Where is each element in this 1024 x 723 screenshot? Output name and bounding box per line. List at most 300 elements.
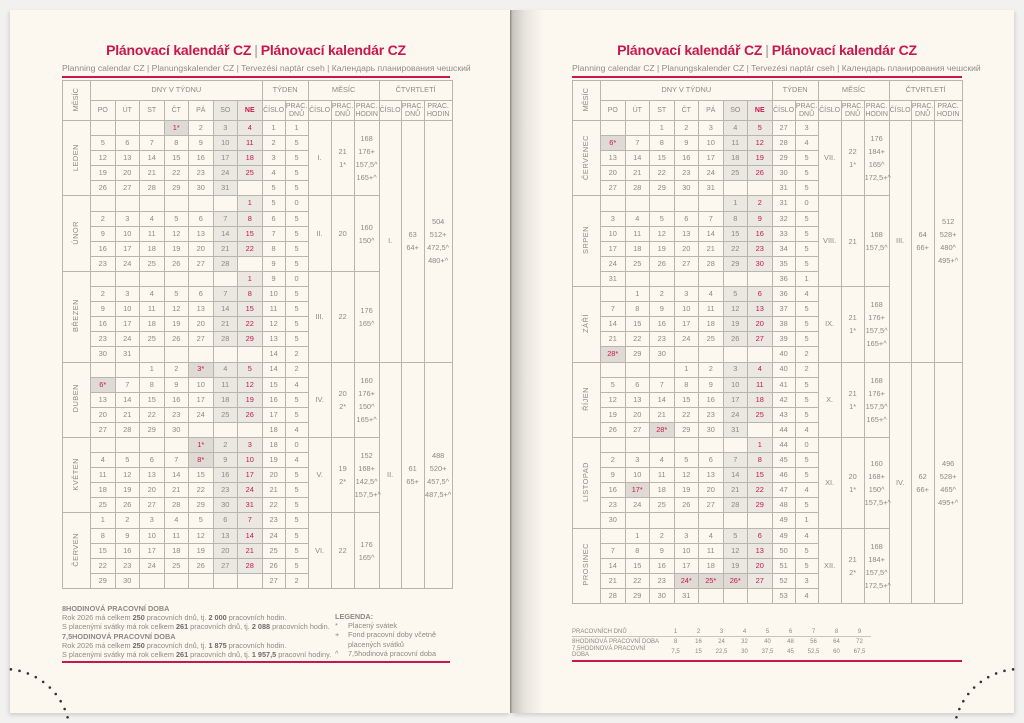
legend-text: placených svátků: [348, 639, 404, 649]
day-cell: 25: [213, 407, 238, 422]
day-cell: 16: [601, 483, 626, 498]
week-number: 40: [772, 347, 795, 362]
day-cell: 15: [674, 392, 699, 407]
day-cell: 13: [115, 151, 140, 166]
decoration-dot: [958, 708, 961, 711]
month-hours-value: 168: [870, 300, 883, 310]
day-cell: 16: [91, 241, 116, 256]
day-cell: 20: [115, 166, 140, 181]
day-cell: 8: [238, 287, 263, 302]
week-work-days: 2: [285, 573, 308, 588]
month-hours-value: 165+^: [866, 414, 887, 424]
title-cz: Plánovací kalendář CZ: [106, 42, 252, 58]
header-work-days: PRAC. DNŮ: [911, 101, 934, 121]
week-work-days: 5: [795, 181, 818, 196]
day-cell: 22: [238, 317, 263, 332]
quarter-days-value: 62: [918, 471, 927, 481]
text-segment: pracovních dnů, tj.: [188, 622, 252, 632]
decoration-dot: [27, 672, 30, 675]
day-cell: 10: [115, 226, 140, 241]
day-cell: 9: [699, 377, 724, 392]
week-number: 26: [262, 558, 285, 573]
day-cell: 10: [115, 302, 140, 317]
week-number: 27: [772, 121, 795, 136]
conversion-value: 9: [848, 627, 871, 637]
day-cell: 1: [625, 287, 650, 302]
day-cell: 10: [140, 528, 165, 543]
header-month-label: MĚSÍC: [71, 87, 81, 112]
month-number: III.: [308, 271, 331, 362]
day-cell: 29: [164, 181, 189, 196]
legend-symbol: +: [335, 630, 340, 640]
quarter-hours-value: 520+: [429, 464, 447, 474]
day-cell: 26: [238, 407, 263, 422]
conversion-value: 6: [779, 627, 802, 637]
month-name: LEDEN: [71, 143, 81, 171]
month-days-value: 21: [848, 236, 857, 246]
conversion-value: 8: [825, 627, 848, 637]
day-cell: 2: [91, 211, 116, 226]
header-number: ČÍSLO: [308, 101, 331, 121]
conversion-value: 30: [741, 649, 748, 655]
day-cell: 27: [213, 558, 238, 573]
header-work-hours: PRAC. HODIN: [934, 101, 962, 121]
header-number: ČÍSLO: [818, 101, 841, 121]
decoration-dot: [987, 676, 990, 679]
day-cell: 10: [189, 377, 214, 392]
day-cell: 23: [601, 498, 626, 513]
day-cell: 31: [723, 422, 748, 437]
day-cell: 2: [674, 121, 699, 136]
title-sk: Plánovací kalendár CZ: [771, 42, 917, 58]
day-cell: 29: [723, 256, 748, 271]
day-cell: 15: [238, 302, 263, 317]
day-cell: 27: [674, 256, 699, 271]
day-cell: 27: [91, 422, 116, 437]
day-cell: 17: [601, 241, 626, 256]
legend-text: Fond pracovní doby včetně: [348, 630, 437, 640]
day-cell: 6: [213, 513, 238, 528]
day-cell: 4: [699, 287, 724, 302]
month-hours-value: 184+: [868, 554, 885, 564]
legend-text: Placený svátek: [348, 621, 398, 631]
quarter-days-value: 64: [918, 230, 927, 240]
month-days-value: 2*: [849, 567, 857, 577]
day-cell: 16: [91, 317, 116, 332]
week-number: 5: [262, 196, 285, 211]
day-cell: 28*: [650, 422, 675, 437]
week-work-days: 5: [795, 498, 818, 513]
day-cell: 16: [189, 151, 214, 166]
day-cell: 10: [674, 543, 699, 558]
month-hours-value: 165^: [358, 318, 375, 328]
day-cell: 1: [674, 362, 699, 377]
month-hours-value: 165+^: [356, 173, 377, 183]
week-work-days: 5: [285, 166, 308, 181]
day-cell: 28: [213, 332, 238, 347]
day-cell: 16: [213, 468, 238, 483]
day-cell: 5: [748, 121, 773, 136]
week-number: 18: [262, 437, 285, 452]
header-day-so: SO: [213, 101, 238, 121]
week-number: 44: [772, 422, 795, 437]
week-number: 15: [262, 377, 285, 392]
day-cell: 22: [625, 332, 650, 347]
day-cell: 11: [91, 468, 116, 483]
day-cell: 23: [213, 483, 238, 498]
quarter-days-value: 65+: [406, 477, 419, 487]
day-cell: 13: [91, 392, 116, 407]
day-cell: 28: [723, 498, 748, 513]
day-cell: 14: [213, 226, 238, 241]
page-subtitle: Planning calendar CZ | Planungskalender CZ | Tervezési naptár cseh | Календарь планирования чешский: [62, 63, 471, 73]
month-name: ZÁŘÍ: [581, 313, 591, 333]
month-name: ČERVENEC: [581, 134, 591, 180]
conversion-value: 5: [756, 627, 779, 637]
week-number: 28: [772, 136, 795, 151]
day-cell: 25: [699, 332, 724, 347]
day-cell: 22: [238, 241, 263, 256]
text-segment: S placenými svátky má rok celkem: [62, 650, 176, 660]
week-number: 6: [262, 211, 285, 226]
month-hours-value: 152: [360, 451, 373, 461]
week-work-days: 5: [795, 241, 818, 256]
header-day-po: PO: [601, 101, 626, 121]
month-hours-value: 176+: [868, 313, 885, 323]
month-hours-value: 157,5^: [865, 567, 888, 577]
week-work-days: 5: [285, 543, 308, 558]
week-work-days: 1: [285, 121, 308, 136]
decoration-dot: [34, 676, 37, 679]
day-cell: 21: [723, 483, 748, 498]
month-days-value: 1*: [849, 326, 857, 336]
day-cell: 1: [723, 196, 748, 211]
day-cell: 2: [189, 121, 214, 136]
quarter-hours-value: 504: [431, 217, 445, 227]
day-cell: 7: [115, 377, 140, 392]
day-cell: 20: [625, 407, 650, 422]
week-work-days: 5: [795, 332, 818, 347]
month-hours-value: 168+: [868, 471, 885, 481]
day-cell: 25*: [699, 573, 724, 588]
month-hours-value: 165^: [358, 552, 375, 562]
month-days-value: 2*: [339, 401, 347, 411]
week-number: 36: [772, 271, 795, 286]
day-cell: 17: [140, 543, 165, 558]
week-work-days: 4: [795, 483, 818, 498]
bold-value: 1 875: [208, 640, 227, 650]
week-number: 49: [772, 528, 795, 543]
day-cell: 24: [213, 166, 238, 181]
day-cell: 26: [601, 422, 626, 437]
header-day-st: ST: [650, 101, 675, 121]
day-cell: 31: [115, 347, 140, 362]
conversion-value: 2: [687, 627, 710, 637]
header-day-ne: NE: [748, 101, 773, 121]
week-number: 31: [772, 181, 795, 196]
week-number: 11: [262, 302, 285, 317]
week-work-days: 5: [795, 543, 818, 558]
month-name: PROSINEC: [581, 543, 591, 586]
day-cell: 4: [140, 287, 165, 302]
week-work-days: 4: [795, 422, 818, 437]
month-days-value: 22: [338, 312, 347, 322]
day-cell: 9: [601, 468, 626, 483]
day-cell: 16: [674, 151, 699, 166]
day-cell: 16: [650, 558, 675, 573]
decoration-dot: [955, 716, 958, 719]
day-cell: 24: [189, 407, 214, 422]
text-segment: pracovních dnů, tj.: [144, 640, 209, 650]
week-work-days: 5: [795, 211, 818, 226]
day-cell: 3: [601, 211, 626, 226]
day-cell: 17: [238, 468, 263, 483]
day-cell: 3: [238, 437, 263, 452]
month-name: ČERVEN: [71, 532, 81, 567]
day-cell: 4: [140, 211, 165, 226]
day-cell: 6: [674, 211, 699, 226]
header-day-po: PO: [91, 101, 116, 121]
conversion-label: 8HODINOVÁ PRACOVNÍ DOBA: [572, 638, 660, 645]
day-cell: 4: [723, 121, 748, 136]
day-cell: 17: [213, 151, 238, 166]
day-cell: 18: [723, 151, 748, 166]
day-cell: 14: [723, 468, 748, 483]
day-cell: 3: [699, 121, 724, 136]
week-number: 19: [262, 453, 285, 468]
text-segment: pracovních hodin.: [226, 640, 287, 650]
month-number: IV.: [308, 362, 331, 437]
day-cell: 20: [601, 166, 626, 181]
header-day-pá: PÁ: [699, 101, 724, 121]
day-cell: 24: [674, 332, 699, 347]
day-cell: 20: [699, 483, 724, 498]
conversion-value: 3: [710, 627, 733, 637]
week-number: 52: [772, 573, 795, 588]
week-work-days: 5: [795, 166, 818, 181]
day-cell: 22: [650, 166, 675, 181]
week-number: 48: [772, 498, 795, 513]
day-cell: 6: [189, 287, 214, 302]
week-number: 25: [262, 543, 285, 558]
day-cell: 11: [140, 226, 165, 241]
week-number: 41: [772, 377, 795, 392]
week-work-days: 5: [285, 498, 308, 513]
month-days-value: 20: [338, 388, 347, 398]
week-number: 38: [772, 317, 795, 332]
day-cell: 28: [238, 558, 263, 573]
day-cell: 5: [164, 287, 189, 302]
month-hours-value: 160: [360, 375, 373, 385]
day-cell: 5: [674, 453, 699, 468]
day-cell: 4: [213, 362, 238, 377]
day-cell: 18: [164, 543, 189, 558]
week-number: 8: [262, 241, 285, 256]
month-hours-value: 176+: [358, 147, 375, 157]
week-number: 42: [772, 392, 795, 407]
legend-title: LEGENDA:: [335, 612, 374, 621]
day-cell: 1: [625, 528, 650, 543]
day-cell: 25: [140, 332, 165, 347]
day-cell: 5: [650, 211, 675, 226]
week-work-days: 5: [285, 211, 308, 226]
day-cell: 2: [601, 453, 626, 468]
month-days-value: 21: [848, 313, 857, 323]
day-cell: 9: [650, 302, 675, 317]
day-cell: 23: [91, 256, 116, 271]
month-hours-value: 184+: [868, 147, 885, 157]
day-cell: 1: [238, 271, 263, 286]
day-cell: 25: [650, 498, 675, 513]
month-hours-value: 157,5+^: [864, 497, 891, 507]
day-cell: 11: [213, 377, 238, 392]
week-work-days: 2: [285, 347, 308, 362]
day-cell: 1*: [164, 121, 189, 136]
week-work-days: 4: [285, 377, 308, 392]
week-number: 4: [262, 166, 285, 181]
week-work-days: 5: [285, 302, 308, 317]
conversion-value: 15: [695, 649, 702, 655]
day-cell: 16: [699, 392, 724, 407]
month-hours-value: 172,5+^: [864, 173, 891, 183]
day-cell: 29: [238, 332, 263, 347]
week-work-days: 3: [795, 121, 818, 136]
day-cell: 12: [238, 377, 263, 392]
heading-75h: 7,5HODINOVÁ PRACOVNÍ DOBA: [62, 631, 176, 641]
page-subtitle-right: Planning calendar CZ | Planungskalender CZ | Tervezési naptár cseh | Календарь планирования чешский: [572, 63, 981, 73]
day-cell: 29: [748, 498, 773, 513]
month-hours-value: 157,5^: [865, 243, 888, 253]
day-cell: 27: [748, 332, 773, 347]
day-cell: 23: [189, 166, 214, 181]
day-cell: 29: [140, 422, 165, 437]
month-days-value: 19: [338, 464, 347, 474]
day-cell: 23: [674, 166, 699, 181]
month-number: XI.: [818, 437, 841, 528]
week-number: 3: [262, 151, 285, 166]
day-cell: 22: [674, 407, 699, 422]
day-cell: 27: [189, 332, 214, 347]
bold-value: 2 000: [208, 613, 227, 623]
month-name: LISTOPAD: [581, 461, 591, 502]
week-number: 24: [262, 528, 285, 543]
decoration-dot: [54, 693, 57, 696]
day-cell: 10: [625, 468, 650, 483]
day-cell: 22: [189, 483, 214, 498]
day-cell: 4: [238, 121, 263, 136]
day-cell: 19: [650, 241, 675, 256]
header-quarter: ČTVRTLETÍ: [889, 81, 962, 101]
week-work-days: 0: [285, 196, 308, 211]
day-cell: 16: [115, 543, 140, 558]
day-cell: 6: [140, 453, 165, 468]
day-cell: 11: [748, 377, 773, 392]
week-number: 12: [262, 317, 285, 332]
day-cell: 12: [723, 543, 748, 558]
day-cell: 12: [91, 151, 116, 166]
day-cell: 30: [91, 347, 116, 362]
quarter-hours-value: 465^: [940, 484, 957, 494]
day-cell: 7: [650, 377, 675, 392]
week-work-days: 2: [795, 362, 818, 377]
header-number: ČÍSLO: [889, 101, 911, 121]
quarter-days-value: 64+: [406, 243, 419, 253]
day-cell: 4: [748, 362, 773, 377]
text-segment: pracovních dnů, tj.: [144, 613, 209, 623]
day-cell: 6*: [601, 136, 626, 151]
quarter-number: II.: [379, 362, 401, 588]
month-hours-value: 157,5^: [355, 160, 378, 170]
week-work-days: 5: [285, 136, 308, 151]
week-work-days: 4: [285, 453, 308, 468]
week-work-days: 5: [285, 332, 308, 347]
quarter-days-value: 66+: [916, 243, 929, 253]
day-cell: 13: [674, 226, 699, 241]
day-cell: 15: [625, 317, 650, 332]
month-hours-value: 168: [870, 230, 883, 240]
day-cell: 16: [164, 392, 189, 407]
day-cell: 10: [213, 136, 238, 151]
day-cell: 27: [699, 498, 724, 513]
day-cell: 13: [699, 468, 724, 483]
day-cell: 3: [674, 528, 699, 543]
header-day-ne: NE: [238, 101, 263, 121]
week-work-days: 0: [795, 196, 818, 211]
week-work-days: 5: [285, 226, 308, 241]
day-cell: 19: [115, 483, 140, 498]
day-cell: 22: [723, 241, 748, 256]
day-cell: 27: [140, 498, 165, 513]
week-number: 22: [262, 498, 285, 513]
month-days-value: 21: [848, 554, 857, 564]
day-cell: 24: [238, 483, 263, 498]
day-cell: 28: [115, 422, 140, 437]
month-hours-value: 165^: [868, 160, 885, 170]
month-days-value: 1*: [849, 401, 857, 411]
month-hours-value: 176: [870, 134, 883, 144]
day-cell: 31: [699, 181, 724, 196]
month-hours-value: 165+^: [356, 414, 377, 424]
header-number: ČÍSLO: [772, 101, 795, 121]
quarter-hours-value: 488: [431, 451, 445, 461]
week-number: 27: [262, 573, 285, 588]
day-cell: 3: [625, 453, 650, 468]
week-work-days: 5: [795, 226, 818, 241]
text-segment: S placenými svátky má rok celkem: [62, 622, 176, 632]
month-number: I.: [308, 121, 331, 196]
week-work-days: 5: [795, 558, 818, 573]
day-cell: 15: [189, 468, 214, 483]
month-hours-value: 150^: [358, 401, 375, 411]
conversion-value: 8: [673, 638, 678, 645]
day-cell: 20: [189, 241, 214, 256]
day-cell: 20: [213, 543, 238, 558]
day-cell: 26: [91, 181, 116, 196]
week-work-days: 5: [285, 468, 308, 483]
day-cell: 20: [748, 558, 773, 573]
day-cell: 13: [748, 302, 773, 317]
day-cell: 13: [189, 226, 214, 241]
quarter-hours-value: 480^: [940, 243, 957, 253]
day-cell: 5: [164, 211, 189, 226]
day-cell: 13: [140, 468, 165, 483]
month-hours-value: 168: [870, 541, 883, 551]
month-name: BŘEZEN: [71, 299, 81, 333]
week-work-days: 5: [285, 287, 308, 302]
day-cell: 15: [723, 226, 748, 241]
title-cz: Plánovací kalendář CZ: [617, 42, 763, 58]
day-cell: 28: [213, 256, 238, 271]
